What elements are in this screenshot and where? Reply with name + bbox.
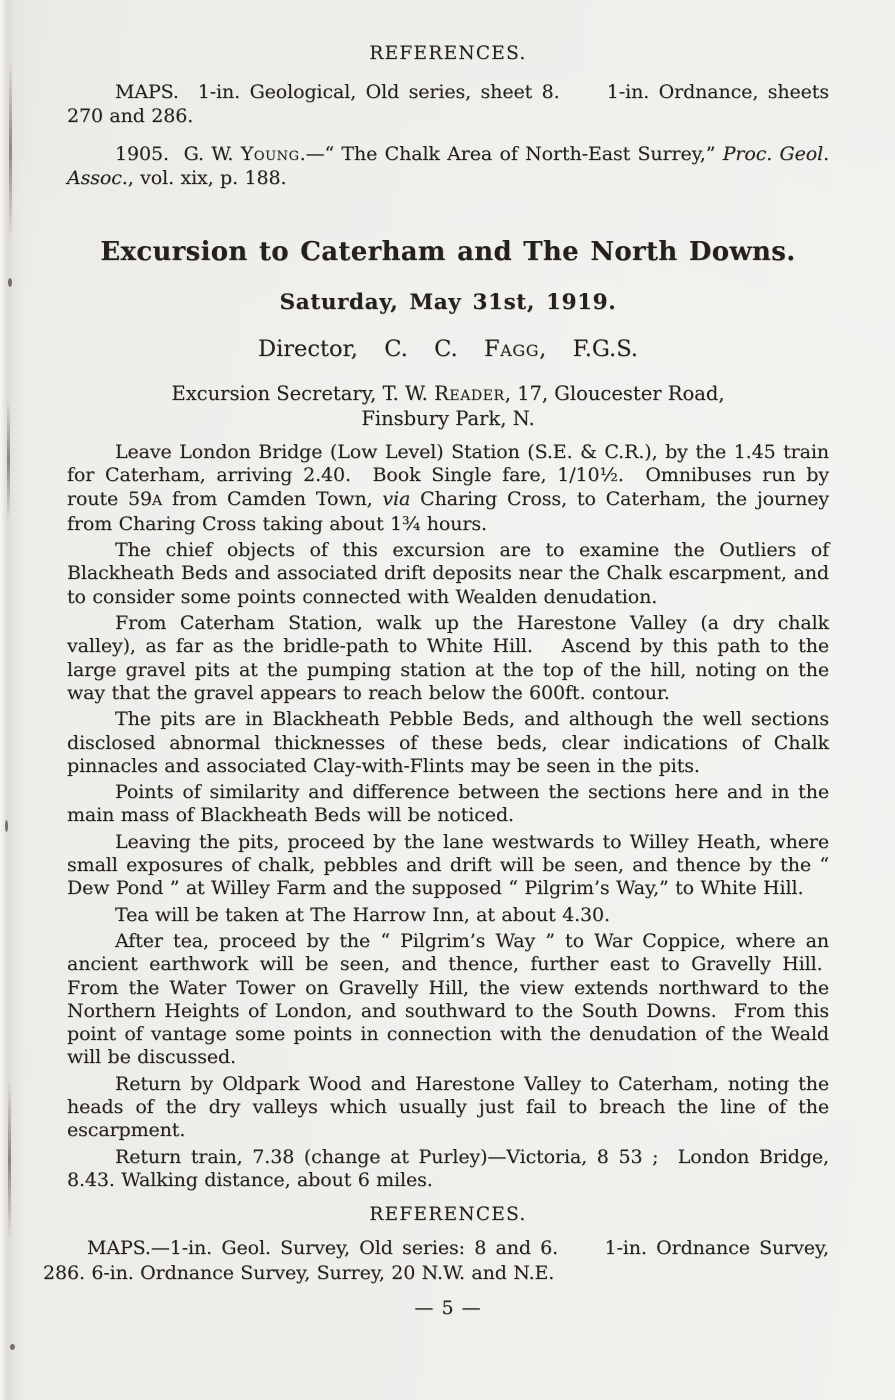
reference-article-title: .—“ The Chalk Area of North-East Surrey,”	[299, 143, 723, 165]
body-paragraph-return-train: Return train, 7.38 (change at Purley)—Victoria, 8 53 ; London Bridge, 8.43. Walking distance, about 6 miles.	[67, 1145, 829, 1191]
route-letter-smallcap: A	[152, 492, 163, 509]
body-paragraph-willey-heath: Leaving the pits, proceed by the lane westwards to Willey Heath, where small exposures of chalk, pebbles and drift will be seen, and thence by the “ Dew Pond ” at Willey Farm and the supposed “ Pilgrim’s Way,” to White Hill.	[67, 830, 829, 900]
maps-reference-bottom: MAPS.—1-in. Geol. Survey, Old series: 8 and 6. 1-in. Ordnance Survey, 286. 6-in. Ordnance Survey, Surrey, 20 N.W. and N.E.	[43, 1237, 829, 1284]
travel-details: Leave London Bridge (Low Level) Station (S.E. & C.R.), by the 1.45 train for Caterham, arriving 2.40. Book Single fare, 1/10½. Omnibuses run by route 59	[67, 441, 829, 510]
body-paragraph-chief-objects: The chief objects of this excursion are to examine the Outliers of Blackheath Beds and associated drift deposits near the Chalk escarpment, and to consider some points connected with Wealden denudation.	[67, 539, 829, 608]
excursion-date: Saturday, May 31st, 1919.	[279, 290, 617, 315]
secretary-block	[67, 381, 829, 431]
travel-details-mid: from Camden Town,	[162, 487, 383, 510]
secretary-name-smallcaps: Reader	[434, 382, 505, 405]
page-number: — 5 —	[414, 1297, 482, 1320]
references-heading-bottom: REFERENCES.	[369, 1204, 527, 1226]
body-paragraph-caterham-station: From Caterham Station, walk up the Harestone Valley (a dry chalk valley), as far as the bridle-path to White Hill. Ascend by this path to the large gravel pits at the pumping station at the top of the hill, noting on the way that the gravel appears to reach below the 600ft. contour.	[67, 612, 829, 704]
reference-author-smallcaps: Young	[240, 143, 300, 165]
director-credentials: , F.G.S.	[539, 336, 638, 362]
director-label: Director, C. C.	[258, 336, 485, 362]
reference-volume-page: , vol. xix, p. 188.	[127, 167, 287, 189]
body-paragraph-similarity: Points of similarity and difference between the sections here and in the main mass of Blackheath Beds will be noticed.	[67, 781, 829, 827]
director-line	[67, 335, 829, 363]
body-paragraph-return-route: Return by Oldpark Wood and Harestone Valley to Caterham, noting the heads of the dry valleys which usually just fail to breach the line of the escarpment.	[67, 1072, 829, 1142]
secretary-address: , 17, Gloucester Road,	[504, 382, 725, 405]
body-paragraph-travel	[67, 441, 829, 536]
excursion-title: Excursion to Caterham and The North Downs.	[100, 237, 796, 267]
excursion-body	[67, 441, 829, 1192]
reference-journal-italic: Proc. Geol. Assoc.	[67, 143, 830, 189]
via-italic: via	[382, 487, 411, 510]
maps-reference-top: MAPS. 1-in. Geological, Old series, sheet 8. 1-in. Ordnance, sheets 270 and 286.	[67, 81, 829, 127]
secretary-label: Excursion Secretary, T. W.	[171, 382, 435, 405]
body-paragraph-after-tea: After tea, proceed by the “ Pilgrim’s Way ” to War Coppice, where an ancient earthwork will be seen, and thence, further east to Gravelly Hill. From the Water Tower on Gravelly Hill, the view extends northward to the Northern Heights of London, and southward to the South Downs. From this point of vantage some points in connection with the denudation of the Weald will be discussed.	[67, 929, 829, 1069]
body-paragraph-pebble-beds: The pits are in Blackheath Pebble Beds, and although the well sections disclosed abnormal thicknesses of these beds, clear indications of Chalk pinnacles and associated Clay-with-Flints may be seen in the pits.	[67, 708, 829, 777]
reference-year-author: 1905. G. W.	[115, 143, 241, 165]
body-paragraph-tea: Tea will be taken at The Harrow Inn, at about 4.30.	[115, 903, 610, 926]
travel-details-end: Charing Cross, to Caterham, the journey from Charing Cross taking about 1¾ hours.	[67, 487, 829, 535]
scan-artifact	[10, 1344, 15, 1350]
young-reference	[67, 142, 829, 190]
secretary-line-1	[67, 381, 829, 406]
references-heading-top: REFERENCES.	[369, 43, 527, 64]
director-name-smallcaps: Fagg	[484, 336, 540, 362]
secretary-line-2: Finsbury Park, N.	[361, 407, 535, 430]
